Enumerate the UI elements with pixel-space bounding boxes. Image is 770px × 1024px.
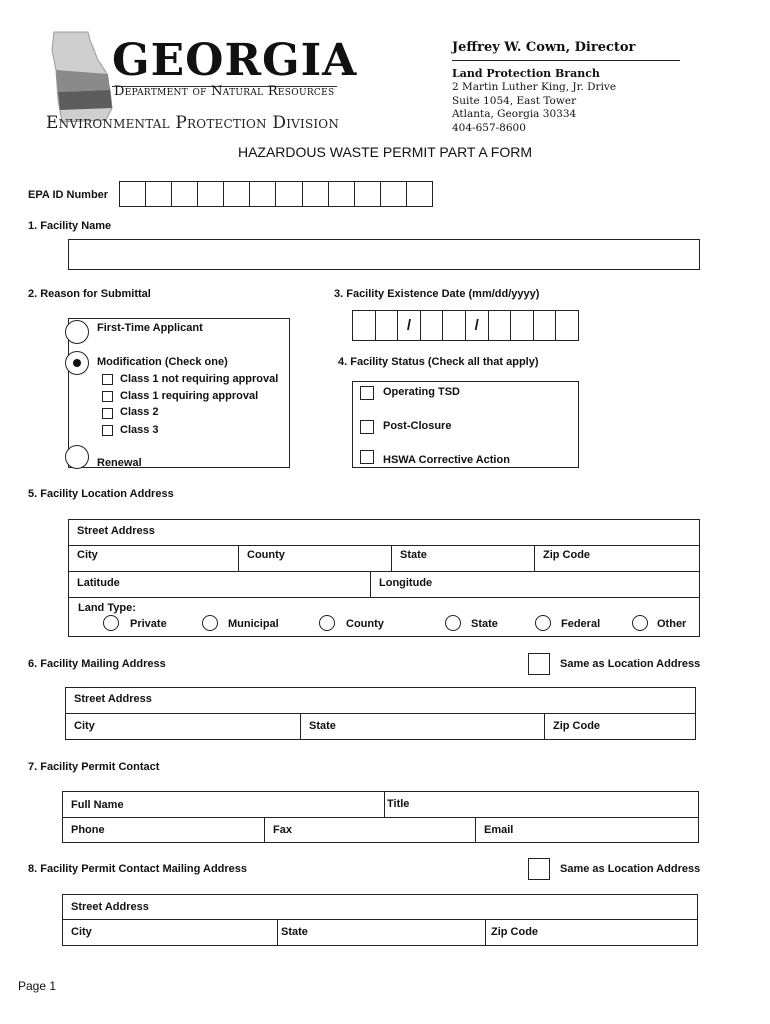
operating-tsd-label: Operating TSD [383, 386, 461, 398]
contact-mailing-street-field[interactable] [62, 894, 698, 920]
class2-label: Class 2 [120, 406, 159, 418]
epa-id-label: EPA ID Number [28, 189, 109, 201]
land-type-label: Land Type: [78, 602, 136, 614]
date-digit[interactable] [443, 311, 466, 340]
form-title: HAZARDOUS WASTE PERMIT PART A FORM [237, 144, 533, 160]
location-zip-field[interactable] [534, 545, 700, 572]
class1-not-requiring-checkbox[interactable] [102, 374, 113, 385]
mailing-street-label: Street Address [74, 693, 152, 705]
contact-mailing-city-label: City [71, 926, 92, 938]
contact-fax-field[interactable] [264, 817, 476, 843]
contact-full-name-label: Full Name [71, 799, 124, 811]
contact-title-field[interactable] [384, 791, 699, 818]
first-time-label: First-Time Applicant [97, 322, 203, 334]
contact-mailing-same-label: Same as Location Address [560, 863, 701, 875]
contact-full-name-field[interactable] [62, 791, 385, 818]
first-time-radio[interactable] [65, 320, 89, 344]
class2-checkbox[interactable] [102, 408, 113, 419]
contact-mailing-zip-field[interactable] [485, 919, 698, 946]
page-number: Page 1 [18, 979, 57, 993]
epa-id-digit[interactable] [303, 182, 329, 206]
location-zip-label: Zip Code [543, 549, 591, 561]
date-digit[interactable] [421, 311, 444, 340]
epa-id-digit[interactable] [355, 182, 381, 206]
mailing-label: 6. Facility Mailing Address [28, 658, 166, 670]
land-type-county-label: County [346, 618, 384, 630]
epa-id-digit[interactable] [381, 182, 407, 206]
address-line: Suite 1054, East Tower [452, 94, 577, 107]
class1-requiring-label: Class 1 requiring approval [120, 390, 259, 402]
epa-id-digit[interactable] [172, 182, 198, 206]
location-latitude-label: Latitude [77, 577, 120, 589]
director-name: Jeffrey W. Cown, Director [452, 40, 636, 55]
existence-date-input[interactable] [352, 310, 579, 341]
epa-id-digit[interactable] [250, 182, 276, 206]
epa-id-digit[interactable] [198, 182, 224, 206]
class3-label: Class 3 [120, 424, 159, 436]
epa-id-digit[interactable] [329, 182, 355, 206]
land-type-other-radio[interactable] [632, 615, 648, 631]
mailing-city-label: City [74, 720, 95, 732]
epa-id-input[interactable] [119, 181, 433, 207]
contact-phone-label: Phone [71, 824, 105, 836]
operating-tsd-checkbox[interactable] [360, 386, 374, 400]
contact-mailing-state-field[interactable] [277, 919, 486, 946]
epa-id-digit[interactable] [407, 182, 432, 206]
modification-radio[interactable] [65, 351, 89, 375]
date-separator: / [466, 311, 489, 340]
contact-label: 7. Facility Permit Contact [28, 761, 160, 773]
address-line: Atlanta, Georgia 30334 [452, 108, 577, 120]
existence-date-label: 3. Facility Existence Date (mm/dd/yyyy) [334, 288, 540, 300]
class1-requiring-checkbox[interactable] [102, 391, 113, 402]
contact-mailing-zip-label: Zip Code [491, 926, 539, 938]
location-street-field[interactable] [68, 519, 700, 546]
epa-id-digit[interactable] [224, 182, 250, 206]
post-closure-checkbox[interactable] [360, 420, 374, 434]
epa-id-digit[interactable] [146, 182, 172, 206]
facility-name-label: 1. Facility Name [28, 220, 112, 232]
date-separator: / [398, 311, 421, 340]
mailing-zip-field[interactable] [544, 713, 696, 740]
land-type-private-radio[interactable] [103, 615, 119, 631]
location-latitude-field[interactable] [68, 571, 371, 598]
mailing-state-field[interactable] [300, 713, 545, 740]
branch-address [452, 81, 616, 135]
renewal-label: Renewal [97, 457, 142, 469]
logo-department: Department of Natural Resources [114, 84, 335, 99]
logo-division: Environmental Protection Division [46, 113, 340, 133]
date-digit[interactable] [489, 311, 512, 340]
location-county-label: County [247, 549, 285, 561]
land-type-municipal-label: Municipal [228, 618, 279, 630]
mailing-same-label: Same as Location Address [560, 658, 701, 670]
location-county-field[interactable] [238, 545, 392, 572]
mailing-city-field[interactable] [65, 713, 301, 740]
contact-fax-label: Fax [273, 824, 292, 836]
date-digit[interactable] [376, 311, 399, 340]
location-city-field[interactable] [68, 545, 239, 572]
mailing-street-field[interactable] [65, 687, 696, 714]
contact-phone-field[interactable] [62, 817, 265, 843]
renewal-radio[interactable] [65, 445, 89, 469]
contact-title-label: Title [387, 798, 410, 810]
land-type-federal-radio[interactable] [535, 615, 551, 631]
contact-mailing-label: 8. Facility Permit Contact Mailing Address [28, 863, 248, 875]
epa-id-digit[interactable] [120, 182, 146, 206]
epa-id-digit[interactable] [276, 182, 302, 206]
location-label: 5. Facility Location Address [28, 488, 174, 500]
contact-mailing-same-checkbox[interactable] [528, 858, 550, 880]
hswa-corrective-action-checkbox[interactable] [360, 450, 374, 464]
mailing-same-checkbox[interactable] [528, 653, 550, 675]
land-type-county-radio[interactable] [319, 615, 335, 631]
land-type-municipal-radio[interactable] [202, 615, 218, 631]
hswa-corrective-action-label: HSWA Corrective Action [383, 454, 510, 466]
mailing-state-label: State [309, 720, 336, 732]
reason-label: 2. Reason for Submittal [28, 288, 151, 300]
date-digit[interactable] [534, 311, 557, 340]
facility-name-input[interactable] [68, 239, 700, 270]
mailing-zip-label: Zip Code [553, 720, 601, 732]
modification-label: Modification (Check one) [97, 356, 228, 368]
date-digit[interactable] [353, 311, 376, 340]
location-state-label: State [400, 549, 427, 561]
land-type-other-label: Other [657, 618, 687, 630]
address-line: 2 Martin Luther King, Jr. Drive [452, 81, 617, 93]
location-longitude-field[interactable] [370, 571, 700, 598]
class3-checkbox[interactable] [102, 425, 113, 436]
contact-mailing-street-label: Street Address [71, 901, 149, 913]
location-longitude-label: Longitude [379, 577, 433, 589]
land-type-group [68, 597, 700, 637]
land-type-state-label: State [471, 618, 498, 630]
logo-state: GEORGIA [112, 35, 358, 86]
location-city-label: City [77, 549, 98, 561]
date-digit[interactable] [511, 311, 534, 340]
contact-mailing-state-label: State [281, 926, 308, 938]
land-type-state-radio[interactable] [445, 615, 461, 631]
address-line: 404-657-8600 [452, 121, 526, 134]
land-type-federal-label: Federal [561, 618, 601, 630]
director-divider [452, 60, 680, 61]
status-label: 4. Facility Status (Check all that apply) [338, 356, 539, 368]
post-closure-label: Post-Closure [383, 420, 452, 432]
georgia-map-icon [48, 30, 116, 126]
location-street-label: Street Address [77, 525, 155, 537]
contact-mailing-city-field[interactable] [62, 919, 278, 946]
contact-email-label: Email [484, 824, 514, 836]
location-state-field[interactable] [391, 545, 535, 572]
date-digit[interactable] [556, 311, 578, 340]
contact-email-field[interactable] [475, 817, 699, 843]
land-type-private-label: Private [130, 618, 167, 630]
class1-not-requiring-label: Class 1 not requiring approval [120, 373, 279, 385]
branch-name: Land Protection Branch [452, 67, 600, 80]
